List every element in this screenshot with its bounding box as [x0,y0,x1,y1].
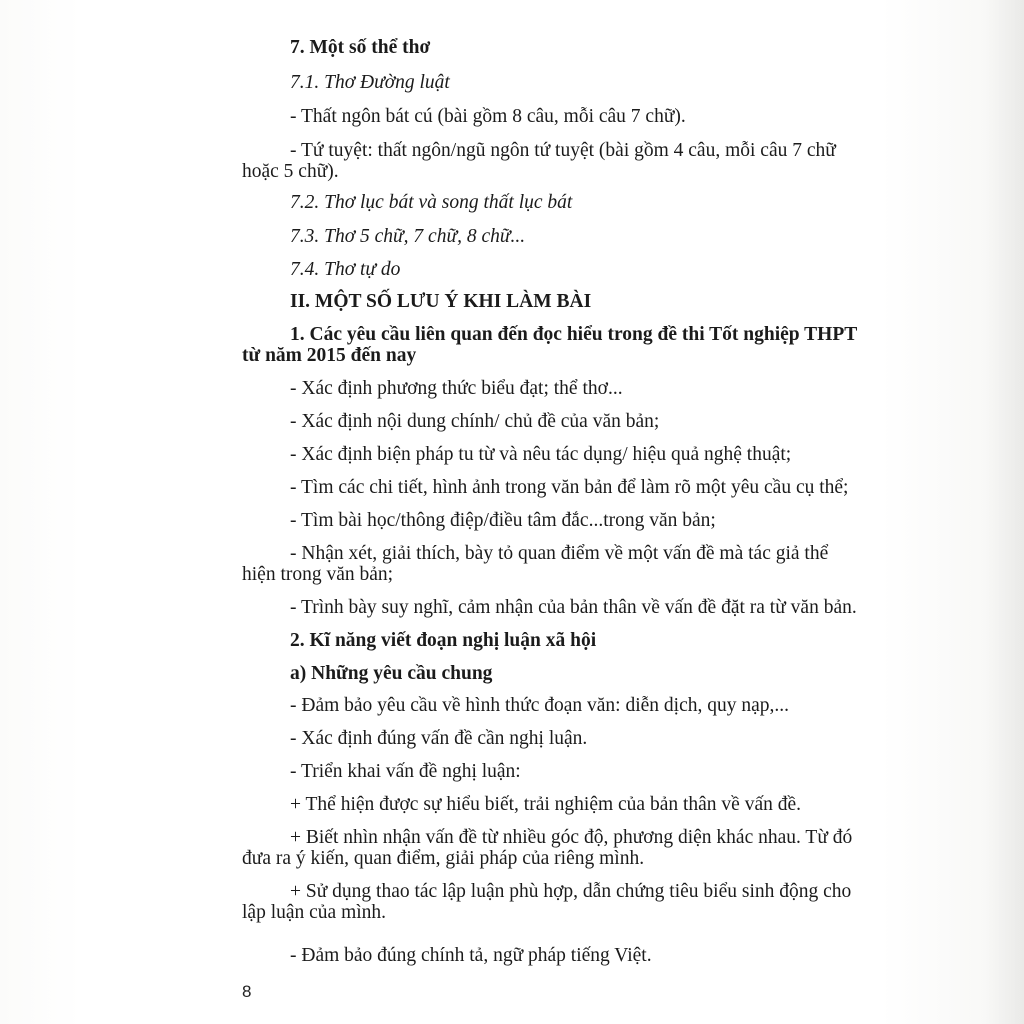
text-line: - Đảm bảo yêu cầu về hình thức đoạn văn: diễn dịch, quy nạp,... [290,695,790,716]
text-line: đưa ra ý kiến, quan điểm, giải pháp của riêng mình. [242,848,645,869]
text-line: - Tìm các chi tiết, hình ảnh trong văn bản để làm rõ một yêu cầu cụ thể; [290,477,849,498]
page-number: 8 [242,982,252,1001]
text-line: lập luận của mình. [242,902,387,923]
section-heading-notes: II. MỘT SỐ LƯU Ý KHI LÀM BÀI [290,291,592,312]
text-line: - Xác định biện pháp tu từ và nêu tác dụng/ hiệu quả nghệ thuật; [290,444,792,465]
text-line: - Xác định phương thức biểu đạt; thể thơ... [290,378,623,399]
text-line: - Nhận xét, giải thích, bày tỏ quan điểm về một vấn đề mà tác giả thể [290,543,829,564]
text-line: hoặc 5 chữ). [242,161,339,182]
heading-essay-skills: 2. Kĩ năng viết đoạn nghị luận xã hội [290,630,597,651]
text-line: + Biết nhìn nhận vấn đề từ nhiều góc độ, phương diện khác nhau. Từ đó [290,827,853,848]
text-line: - Trình bày suy nghĩ, cảm nhận của bản thân về vấn đề đặt ra từ văn bản. [290,597,857,618]
text-line: - Xác định đúng vấn đề cần nghị luận. [290,728,588,749]
text-line: - Triển khai vấn đề nghị luận: [290,761,521,782]
subheading-free-verse: 7.4. Thơ tự do [290,259,401,280]
text-line: + Sử dụng thao tác lập luận phù hợp, dẫn chứng tiêu biểu sinh động cho [290,881,852,902]
heading-reading-requirements-cont: từ năm 2015 đến nay [242,345,417,366]
subheading-word-count-poetry: 7.3. Thơ 5 chữ, 7 chữ, 8 chữ... [290,226,526,247]
text-line: - Xác định nội dung chính/ chủ đề của văn bản; [290,411,660,432]
subheading-tang-poetry: 7.1. Thơ Đường luật [290,72,450,93]
text-line: - Thất ngôn bát cú (bài gồm 8 câu, mỗi câu 7 chữ). [290,106,686,127]
text-line: - Tứ tuyệt: thất ngôn/ngũ ngôn tứ tuyệt (bài gồm 4 câu, mỗi câu 7 chữ [290,140,836,161]
subheading-general-requirements: a) Những yêu cầu chung [290,663,493,684]
text-line: - Đảm bảo đúng chính tả, ngữ pháp tiếng Việt. [290,945,652,966]
page-edge-shadow [984,0,1024,1024]
subheading-luc-bat: 7.2. Thơ lục bát và song thất lục bát [290,192,573,213]
heading-reading-requirements: 1. Các yêu cầu liên quan đến đọc hiểu trong đề thi Tốt nghiệp THPT [290,324,858,345]
text-line: - Tìm bài học/thông điệp/điều tâm đắc...trong văn bản; [290,510,716,531]
text-line: hiện trong văn bản; [242,564,394,585]
heading-poetry-forms: 7. Một số thể thơ [290,37,431,58]
text-line: + Thể hiện được sự hiểu biết, trải nghiệm của bản thân về vấn đề. [290,794,802,815]
